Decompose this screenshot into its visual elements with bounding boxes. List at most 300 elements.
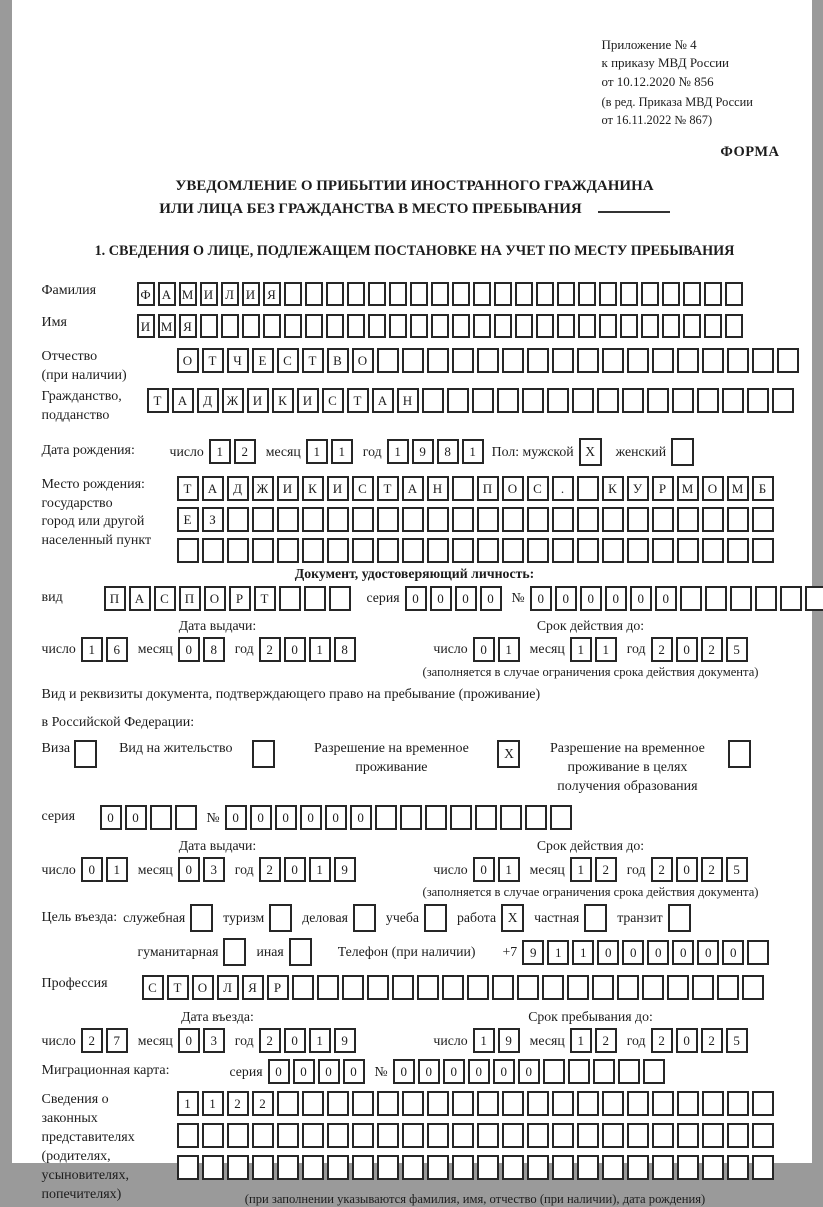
char-cell[interactable] [567,975,589,1000]
char-cell[interactable]: Ж [252,476,274,501]
char-cell[interactable]: М [677,476,699,501]
char-cell[interactable]: С [527,476,549,501]
char-cell[interactable]: 1 [387,439,409,464]
char-cell[interactable] [227,538,249,563]
char-cell[interactable] [577,1155,599,1180]
char-cell[interactable] [727,507,749,532]
char-cell[interactable] [620,314,638,338]
char-cell[interactable] [410,282,428,306]
char-cell[interactable] [697,388,719,413]
char-cell[interactable] [452,507,474,532]
char-cell[interactable]: А [172,388,194,413]
char-cell[interactable] [727,348,749,373]
char-cell[interactable]: Ф [137,282,155,306]
char-cell[interactable] [592,975,614,1000]
char-cell[interactable] [683,282,701,306]
char-cell[interactable] [542,975,564,1000]
char-cell[interactable] [547,388,569,413]
char-cell[interactable]: Т [177,476,199,501]
char-cell[interactable] [252,1155,274,1180]
char-cell[interactable] [326,282,344,306]
char-cell[interactable]: 0 [275,805,297,830]
char-cell[interactable]: 0 [405,586,427,611]
char-cell[interactable]: 5 [726,637,748,662]
char-cell[interactable] [527,348,549,373]
char-cell[interactable]: 0 [580,586,602,611]
char-cell[interactable] [221,314,239,338]
char-cell[interactable] [627,348,649,373]
char-cell[interactable] [402,348,424,373]
char-cell[interactable] [326,314,344,338]
char-cell[interactable] [568,1059,590,1084]
char-cell[interactable]: 0 [178,1028,200,1053]
char-cell[interactable]: 8 [437,439,459,464]
char-cell[interactable]: 0 [300,805,322,830]
char-cell[interactable] [552,1091,574,1116]
char-cell[interactable] [652,1123,674,1148]
char-cell[interactable] [252,1123,274,1148]
char-cell[interactable]: П [179,586,201,611]
char-cell[interactable] [627,538,649,563]
char-cell[interactable] [727,1091,749,1116]
char-cell[interactable]: В [327,348,349,373]
char-cell[interactable] [717,975,739,1000]
char-cell[interactable]: 0 [468,1059,490,1084]
char-cell[interactable]: 0 [268,1059,290,1084]
char-cell[interactable]: 9 [412,439,434,464]
char-cell[interactable] [552,1123,574,1148]
char-cell[interactable] [527,1091,549,1116]
char-cell[interactable] [677,507,699,532]
char-cell[interactable] [752,538,774,563]
char-cell[interactable]: 1 [177,1091,199,1116]
char-cell[interactable]: Ж [222,388,244,413]
char-cell[interactable] [692,975,714,1000]
char-cell[interactable] [627,507,649,532]
char-cell[interactable] [525,805,547,830]
char-cell[interactable]: Т [347,388,369,413]
char-cell[interactable] [618,1059,640,1084]
char-cell[interactable] [557,314,575,338]
char-cell[interactable] [377,538,399,563]
char-cell[interactable] [752,348,774,373]
char-cell[interactable]: О [192,975,214,1000]
char-cell[interactable] [425,805,447,830]
char-cell[interactable]: 0 [284,637,306,662]
char-cell[interactable] [302,1155,324,1180]
char-cell[interactable]: 0 [81,857,103,882]
char-cell[interactable] [527,1155,549,1180]
purpose-tourism-checkbox[interactable] [269,904,292,932]
char-cell[interactable] [277,1091,299,1116]
char-cell[interactable]: Т [302,348,324,373]
char-cell[interactable]: Д [197,388,219,413]
char-cell[interactable] [515,282,533,306]
char-cell[interactable] [477,507,499,532]
char-cell[interactable]: 0 [605,586,627,611]
char-cell[interactable] [752,1155,774,1180]
char-cell[interactable] [402,1091,424,1116]
char-cell[interactable] [347,314,365,338]
char-cell[interactable] [677,348,699,373]
char-cell[interactable]: 0 [530,586,552,611]
char-cell[interactable] [702,348,724,373]
char-cell[interactable]: 5 [726,857,748,882]
char-cell[interactable] [747,388,769,413]
char-cell[interactable] [577,1123,599,1148]
char-cell[interactable]: И [247,388,269,413]
char-cell[interactable]: 0 [100,805,122,830]
char-cell[interactable]: Р [652,476,674,501]
char-cell[interactable]: С [277,348,299,373]
char-cell[interactable] [702,1091,724,1116]
purpose-private-checkbox[interactable] [584,904,607,932]
char-cell[interactable] [677,538,699,563]
char-cell[interactable]: 0 [518,1059,540,1084]
char-cell[interactable]: 9 [334,1028,356,1053]
char-cell[interactable]: 2 [595,857,617,882]
char-cell[interactable] [177,1155,199,1180]
char-cell[interactable] [617,975,639,1000]
char-cell[interactable] [602,348,624,373]
char-cell[interactable]: 1 [309,857,331,882]
char-cell[interactable] [494,282,512,306]
char-cell[interactable]: Н [427,476,449,501]
char-cell[interactable] [327,507,349,532]
char-cell[interactable]: 0 [430,586,452,611]
char-cell[interactable]: С [322,388,344,413]
char-cell[interactable]: 0 [293,1059,315,1084]
purpose-work-checkbox[interactable]: X [501,904,524,932]
char-cell[interactable] [702,1123,724,1148]
char-cell[interactable]: 3 [203,857,225,882]
char-cell[interactable] [602,538,624,563]
char-cell[interactable]: 0 [318,1059,340,1084]
char-cell[interactable]: . [552,476,574,501]
char-cell[interactable] [502,348,524,373]
char-cell[interactable] [242,314,260,338]
char-cell[interactable]: С [154,586,176,611]
temp-residence-edu-checkbox[interactable] [728,740,751,768]
char-cell[interactable] [704,282,722,306]
char-cell[interactable]: 7 [106,1028,128,1053]
char-cell[interactable] [522,388,544,413]
char-cell[interactable]: 6 [106,637,128,662]
char-cell[interactable] [667,975,689,1000]
char-cell[interactable]: А [402,476,424,501]
char-cell[interactable] [277,507,299,532]
char-cell[interactable] [662,314,680,338]
char-cell[interactable] [368,282,386,306]
char-cell[interactable]: Б [752,476,774,501]
char-cell[interactable]: 0 [178,857,200,882]
char-cell[interactable] [279,586,301,611]
char-cell[interactable] [577,1091,599,1116]
char-cell[interactable] [477,1123,499,1148]
char-cell[interactable]: М [179,282,197,306]
char-cell[interactable]: Я [242,975,264,1000]
char-cell[interactable]: 9 [498,1028,520,1053]
char-cell[interactable] [578,314,596,338]
char-cell[interactable] [367,975,389,1000]
char-cell[interactable] [477,1155,499,1180]
char-cell[interactable] [752,1123,774,1148]
char-cell[interactable]: 1 [309,637,331,662]
char-cell[interactable]: 2 [651,1028,673,1053]
char-cell[interactable]: 1 [106,857,128,882]
char-cell[interactable]: 0 [722,940,744,965]
char-cell[interactable] [347,282,365,306]
char-cell[interactable]: О [177,348,199,373]
char-cell[interactable] [175,805,197,830]
char-cell[interactable] [641,282,659,306]
char-cell[interactable] [317,975,339,1000]
char-cell[interactable] [452,348,474,373]
char-cell[interactable] [452,282,470,306]
char-cell[interactable] [536,314,554,338]
char-cell[interactable]: П [477,476,499,501]
char-cell[interactable] [375,805,397,830]
char-cell[interactable] [722,388,744,413]
char-cell[interactable] [527,538,549,563]
char-cell[interactable]: 1 [570,637,592,662]
char-cell[interactable]: 0 [630,586,652,611]
char-cell[interactable] [377,1123,399,1148]
char-cell[interactable]: 2 [259,1028,281,1053]
char-cell[interactable] [652,538,674,563]
char-cell[interactable] [417,975,439,1000]
char-cell[interactable] [227,1123,249,1148]
char-cell[interactable]: А [129,586,151,611]
temp-residence-checkbox[interactable]: X [497,740,520,768]
char-cell[interactable] [329,586,351,611]
char-cell[interactable] [302,507,324,532]
char-cell[interactable] [475,805,497,830]
char-cell[interactable] [389,314,407,338]
char-cell[interactable] [352,1091,374,1116]
char-cell[interactable] [652,1091,674,1116]
char-cell[interactable] [652,507,674,532]
char-cell[interactable] [492,975,514,1000]
char-cell[interactable] [593,1059,615,1084]
char-cell[interactable] [431,282,449,306]
char-cell[interactable]: М [158,314,176,338]
char-cell[interactable] [602,1091,624,1116]
char-cell[interactable] [302,538,324,563]
char-cell[interactable] [577,476,599,501]
char-cell[interactable]: 1 [331,439,353,464]
char-cell[interactable] [427,348,449,373]
char-cell[interactable]: Р [229,586,251,611]
char-cell[interactable]: 2 [259,637,281,662]
char-cell[interactable] [202,1155,224,1180]
char-cell[interactable]: 1 [473,1028,495,1053]
char-cell[interactable] [602,1155,624,1180]
char-cell[interactable] [292,975,314,1000]
char-cell[interactable]: Е [252,348,274,373]
char-cell[interactable] [442,975,464,1000]
char-cell[interactable]: 0 [418,1059,440,1084]
char-cell[interactable]: 1 [309,1028,331,1053]
char-cell[interactable] [252,538,274,563]
char-cell[interactable]: С [142,975,164,1000]
char-cell[interactable]: И [242,282,260,306]
char-cell[interactable] [777,348,799,373]
char-cell[interactable] [543,1059,565,1084]
char-cell[interactable] [200,314,218,338]
char-cell[interactable]: 0 [443,1059,465,1084]
char-cell[interactable]: 0 [325,805,347,830]
char-cell[interactable] [227,507,249,532]
char-cell[interactable] [327,1091,349,1116]
char-cell[interactable]: 0 [178,637,200,662]
char-cell[interactable]: И [200,282,218,306]
char-cell[interactable] [452,476,474,501]
char-cell[interactable]: 1 [462,439,484,464]
char-cell[interactable]: 0 [284,1028,306,1053]
char-cell[interactable]: О [352,348,374,373]
char-cell[interactable]: 0 [393,1059,415,1084]
char-cell[interactable] [643,1059,665,1084]
char-cell[interactable] [704,314,722,338]
char-cell[interactable] [342,975,364,1000]
char-cell[interactable] [263,314,281,338]
char-cell[interactable] [427,1123,449,1148]
char-cell[interactable]: 2 [81,1028,103,1053]
char-cell[interactable]: 1 [81,637,103,662]
char-cell[interactable] [527,507,549,532]
char-cell[interactable]: 1 [306,439,328,464]
char-cell[interactable] [452,538,474,563]
char-cell[interactable] [652,348,674,373]
char-cell[interactable]: 0 [473,857,495,882]
char-cell[interactable] [677,1123,699,1148]
char-cell[interactable] [727,1155,749,1180]
char-cell[interactable] [727,538,749,563]
char-cell[interactable]: 8 [203,637,225,662]
female-checkbox[interactable] [671,438,694,466]
char-cell[interactable] [277,1155,299,1180]
char-cell[interactable] [597,388,619,413]
char-cell[interactable] [552,348,574,373]
char-cell[interactable] [477,538,499,563]
char-cell[interactable] [577,538,599,563]
char-cell[interactable] [772,388,794,413]
char-cell[interactable]: 0 [225,805,247,830]
char-cell[interactable] [422,388,444,413]
char-cell[interactable] [578,282,596,306]
char-cell[interactable]: 1 [498,637,520,662]
char-cell[interactable]: С [352,476,374,501]
char-cell[interactable]: Н [397,388,419,413]
char-cell[interactable] [452,1091,474,1116]
char-cell[interactable]: 0 [473,637,495,662]
char-cell[interactable] [202,1123,224,1148]
char-cell[interactable] [427,1155,449,1180]
char-cell[interactable]: Т [167,975,189,1000]
char-cell[interactable] [599,314,617,338]
char-cell[interactable] [177,1123,199,1148]
purpose-other-checkbox[interactable] [289,938,312,966]
char-cell[interactable] [677,1155,699,1180]
char-cell[interactable]: М [727,476,749,501]
char-cell[interactable] [502,538,524,563]
char-cell[interactable]: О [502,476,524,501]
char-cell[interactable]: У [627,476,649,501]
char-cell[interactable] [602,1123,624,1148]
char-cell[interactable] [652,1155,674,1180]
char-cell[interactable] [550,805,572,830]
char-cell[interactable] [497,388,519,413]
char-cell[interactable]: Я [263,282,281,306]
char-cell[interactable] [572,388,594,413]
char-cell[interactable]: О [702,476,724,501]
char-cell[interactable]: И [277,476,299,501]
char-cell[interactable] [599,282,617,306]
char-cell[interactable] [402,538,424,563]
char-cell[interactable] [305,314,323,338]
char-cell[interactable] [450,805,472,830]
char-cell[interactable] [452,1123,474,1148]
char-cell[interactable]: 9 [522,940,544,965]
male-checkbox[interactable]: X [579,438,602,466]
char-cell[interactable]: А [158,282,176,306]
char-cell[interactable]: 1 [570,1028,592,1053]
char-cell[interactable] [500,805,522,830]
char-cell[interactable] [727,1123,749,1148]
char-cell[interactable]: Ч [227,348,249,373]
char-cell[interactable]: 5 [726,1028,748,1053]
char-cell[interactable] [677,1091,699,1116]
char-cell[interactable] [473,314,491,338]
char-cell[interactable] [502,507,524,532]
char-cell[interactable] [352,1123,374,1148]
char-cell[interactable]: 1 [595,637,617,662]
char-cell[interactable]: 0 [493,1059,515,1084]
char-cell[interactable] [302,1091,324,1116]
char-cell[interactable]: Т [202,348,224,373]
char-cell[interactable]: И [327,476,349,501]
char-cell[interactable] [427,1091,449,1116]
purpose-official-checkbox[interactable] [190,904,213,932]
char-cell[interactable]: 1 [209,439,231,464]
char-cell[interactable] [577,507,599,532]
char-cell[interactable] [377,507,399,532]
char-cell[interactable] [427,507,449,532]
char-cell[interactable]: 1 [498,857,520,882]
char-cell[interactable] [705,586,727,611]
char-cell[interactable]: Я [179,314,197,338]
char-cell[interactable] [277,1123,299,1148]
char-cell[interactable] [494,314,512,338]
char-cell[interactable]: 0 [655,586,677,611]
char-cell[interactable]: Е [177,507,199,532]
char-cell[interactable] [431,314,449,338]
char-cell[interactable] [752,1091,774,1116]
char-cell[interactable] [352,538,374,563]
char-cell[interactable] [642,975,664,1000]
char-cell[interactable]: 0 [555,586,577,611]
char-cell[interactable] [327,1155,349,1180]
char-cell[interactable]: 2 [259,857,281,882]
char-cell[interactable]: 0 [676,1028,698,1053]
char-cell[interactable] [150,805,172,830]
char-cell[interactable]: 1 [570,857,592,882]
char-cell[interactable]: 2 [701,857,723,882]
char-cell[interactable] [557,282,575,306]
char-cell[interactable] [284,314,302,338]
char-cell[interactable] [725,282,743,306]
